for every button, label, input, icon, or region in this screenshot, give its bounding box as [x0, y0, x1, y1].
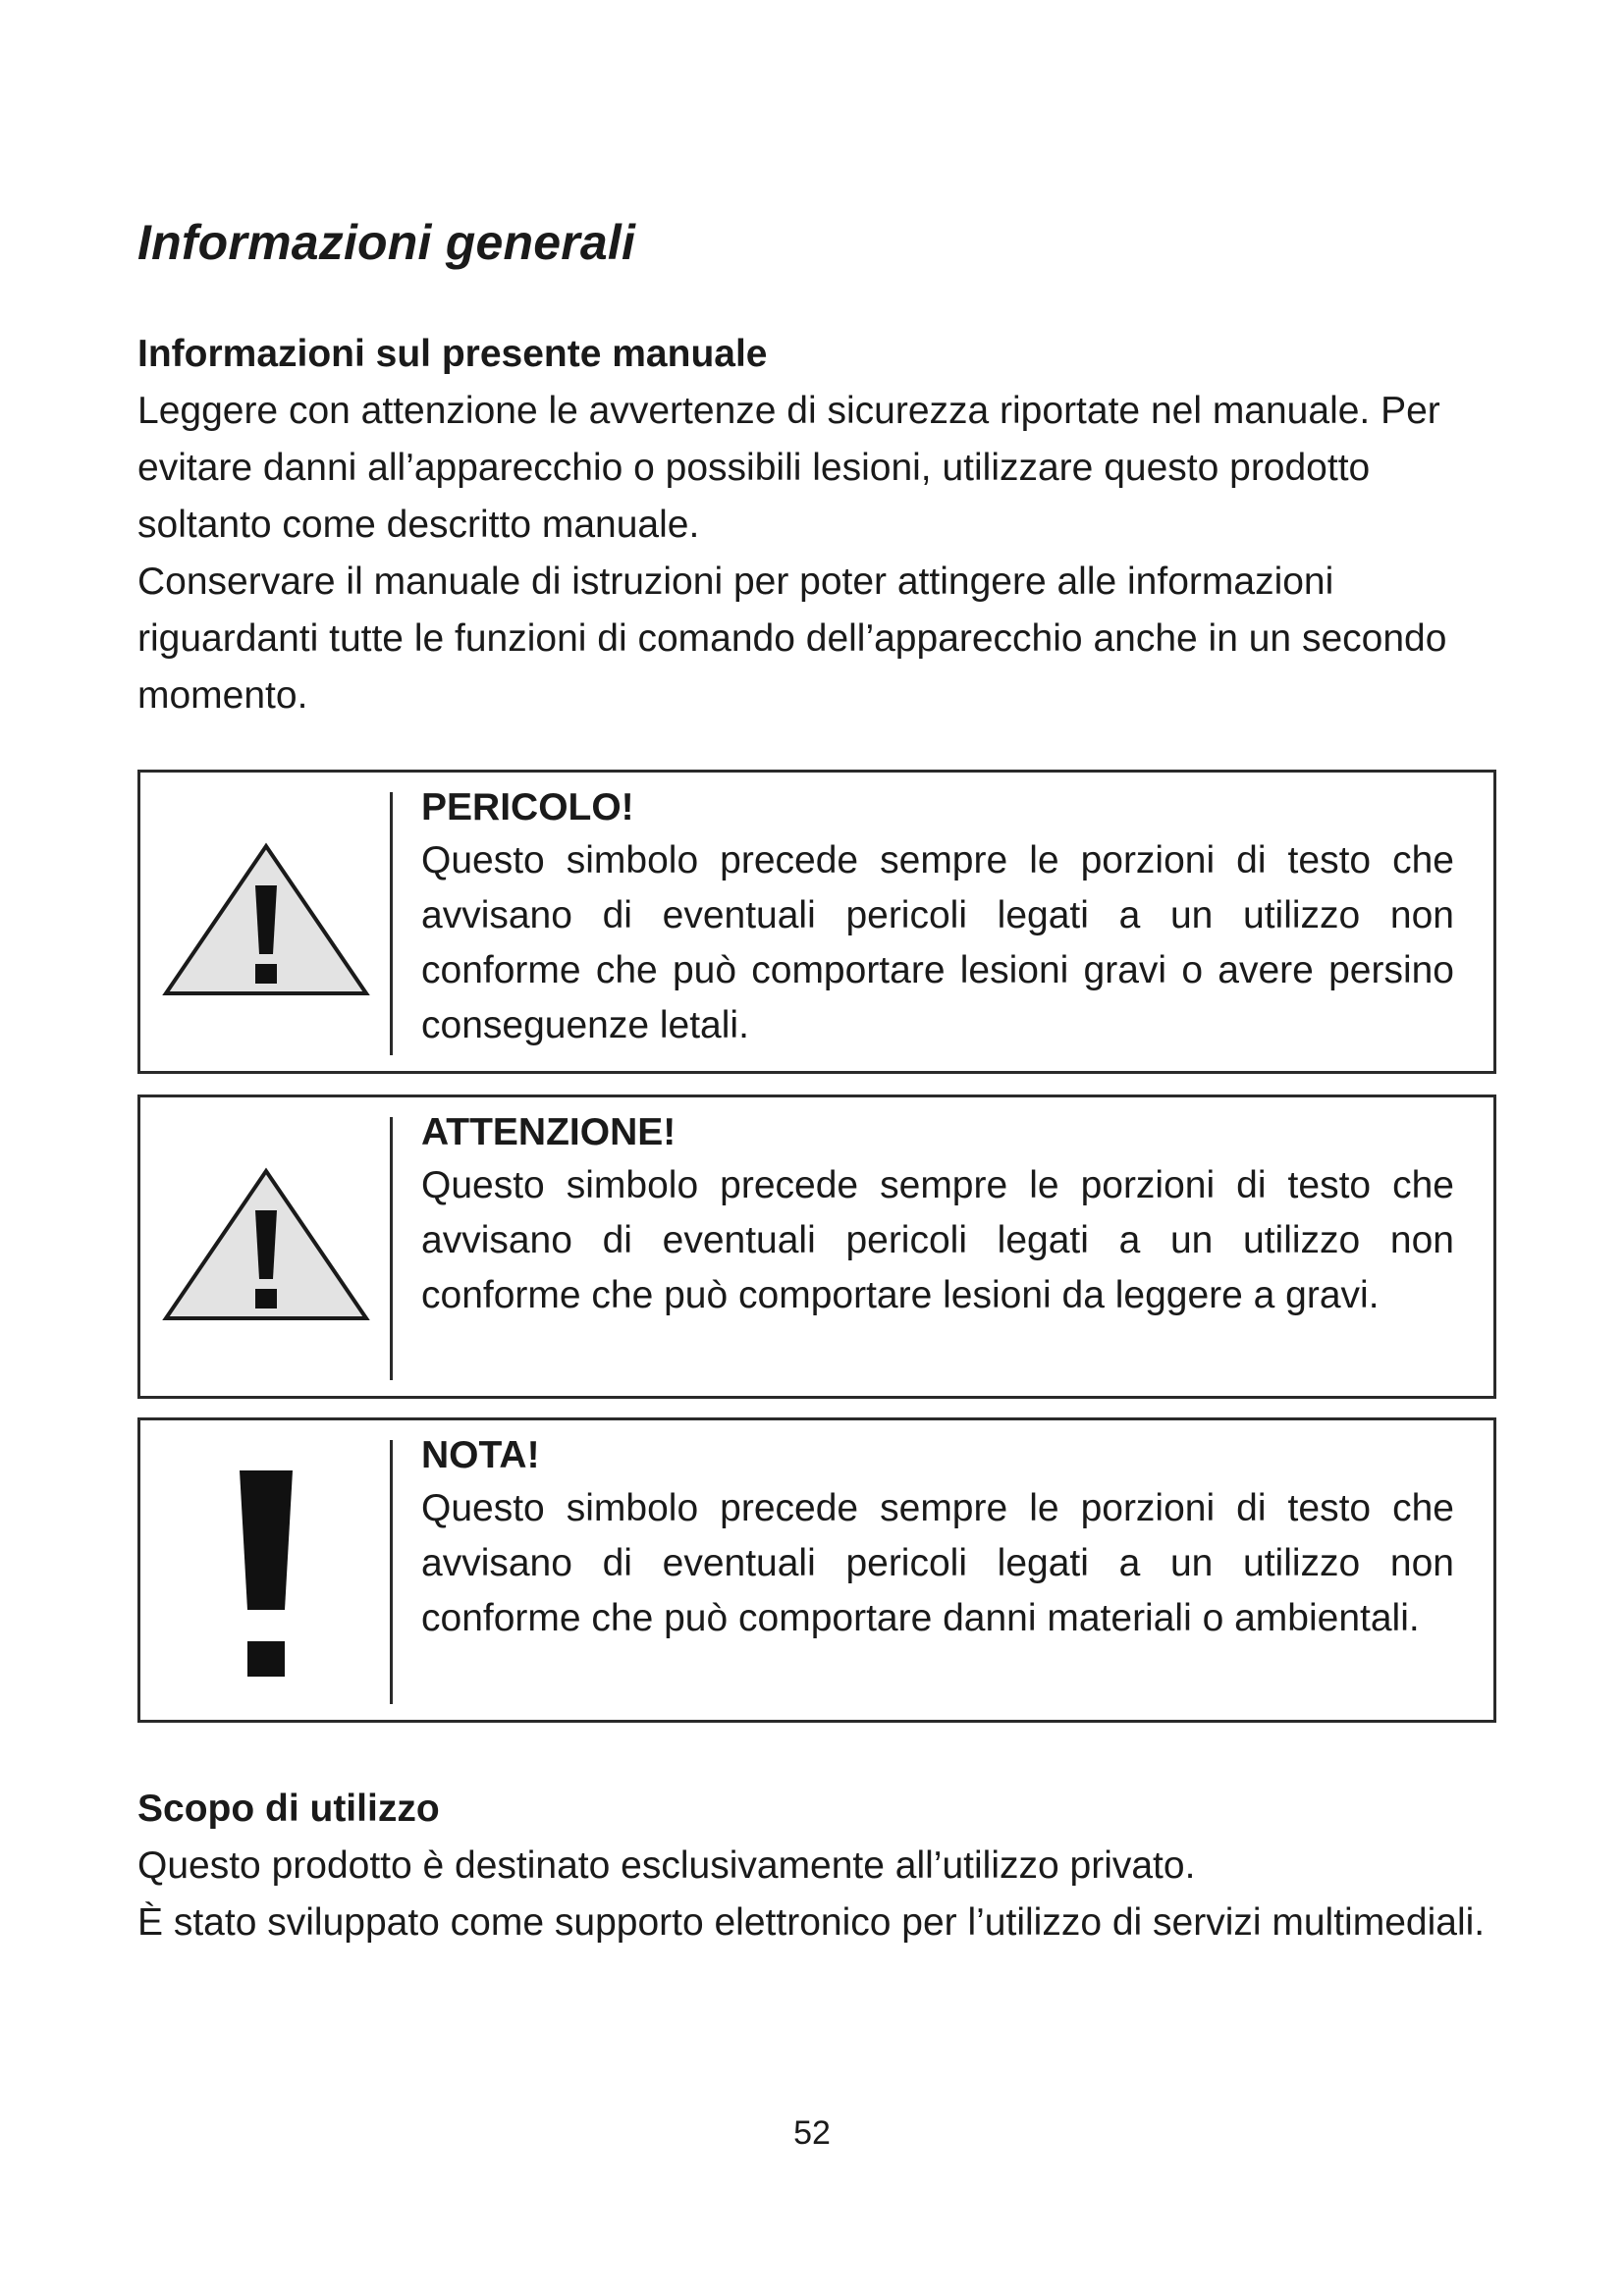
warning-triangle-icon [140, 773, 391, 1071]
manual-info-section [137, 326, 1492, 724]
manual-info-paragraph-2: Conservare il manuale di istruzioni per poter attingere alle informazioni riguardanti tutte le funzioni di comando dell’apparecchio anche in un secondo momento. [137, 561, 1447, 717]
usage-paragraph-2: È stato sviluppato come supporto elettronico per l’utilizzo di servizi multimediali. [137, 1901, 1486, 1944]
usage-section [137, 1781, 1492, 1951]
notice-divider [390, 1117, 393, 1380]
danger-notice-box [137, 770, 1496, 1074]
note-notice-box [137, 1417, 1496, 1723]
warning-triangle-icon [140, 1097, 391, 1396]
danger-notice-title: PERICOLO! [421, 786, 634, 828]
page-number: 52 [793, 2114, 831, 2152]
caution-notice-body: Questo simbolo precede sempre le porzioni di testo che avvisano di eventuali pericoli legati a un utilizzo non conforme che può comportare lesioni da leggere a gravi. [421, 1164, 1454, 1316]
manual-info-heading: Informazioni sul presente manuale [137, 333, 768, 375]
note-notice-title: NOTA! [421, 1434, 540, 1476]
usage-paragraph-1: Questo prodotto è destinato esclusivamente all’utilizzo privato. [137, 1844, 1196, 1887]
notice-divider [390, 1440, 393, 1704]
notice-divider [390, 792, 393, 1055]
manual-info-paragraph-1: Leggere con attenzione le avvertenze di sicurezza riportate nel manuale. Per evitare danni all’apparecchio o possibili lesioni, utilizzare questo prodotto soltanto come descritto manuale. [137, 390, 1440, 546]
caution-notice-title: ATTENZIONE! [421, 1111, 677, 1153]
caution-notice-box [137, 1095, 1496, 1399]
page-title: Informazioni generali [137, 215, 636, 270]
usage-heading: Scopo di utilizzo [137, 1788, 440, 1830]
note-notice-body: Questo simbolo precede sempre le porzioni di testo che avvisano di eventuali pericoli legati a un utilizzo non conforme che può comportare danni materiali o ambientali. [421, 1487, 1454, 1639]
exclamation-icon [140, 1420, 391, 1720]
danger-notice-body: Questo simbolo precede sempre le porzioni di testo che avvisano di eventuali pericoli legati a un utilizzo non conforme che può comportare lesioni gravi o avere persino conseguenze letali. [421, 839, 1454, 1046]
